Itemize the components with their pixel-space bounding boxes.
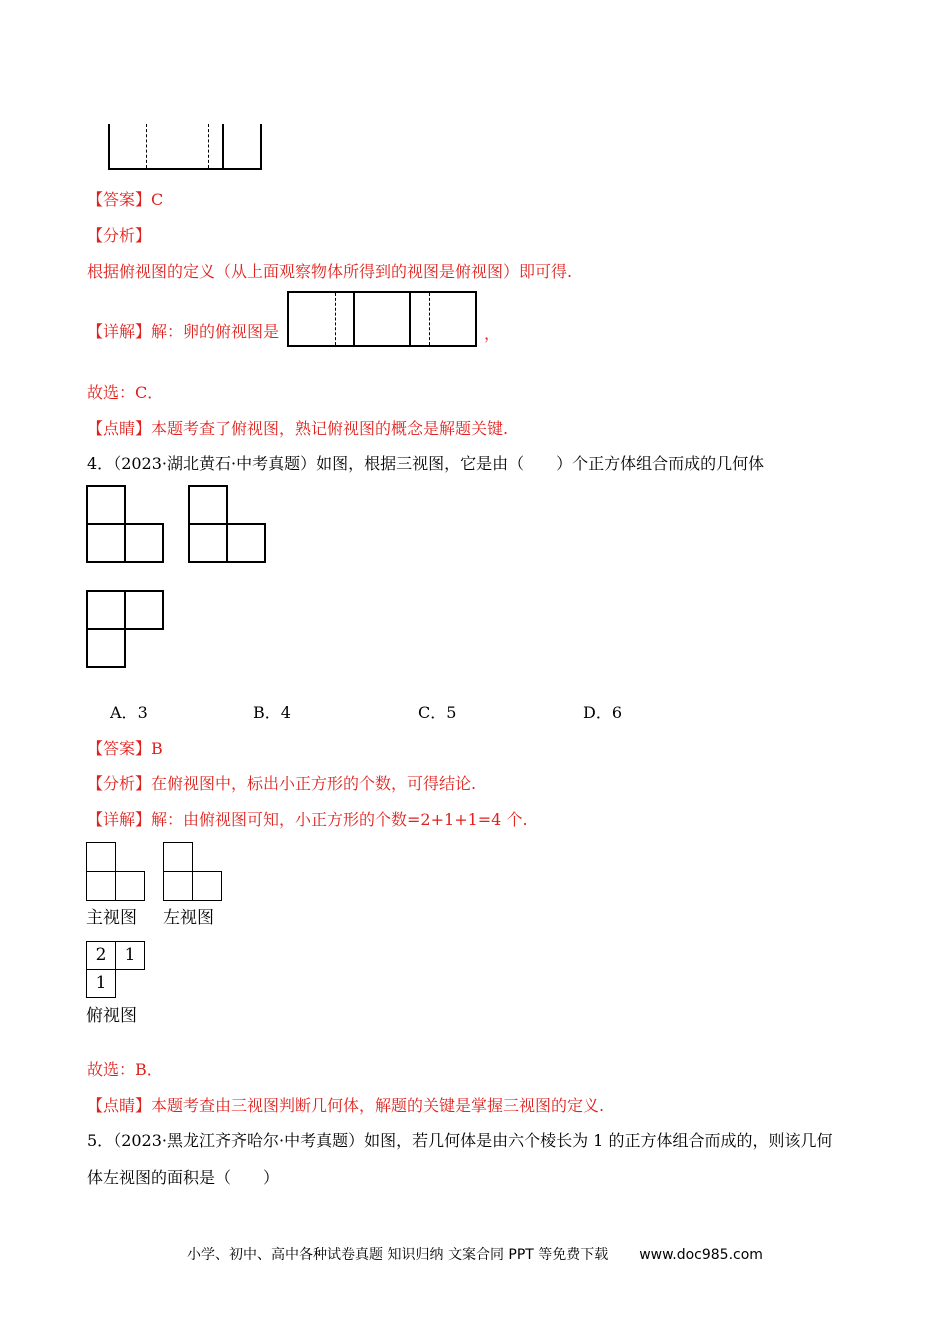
q3-answer: 【答案】C: [87, 190, 164, 209]
count-1a: 1: [124, 945, 136, 965]
q4-answer: 【答案】B: [87, 739, 163, 758]
page-footer: [0, 1245, 950, 1265]
q4-left-view: [188, 485, 268, 565]
q3-detail-after: ，: [484, 324, 501, 343]
q4-label-front: 主视图: [86, 908, 137, 928]
count-1b: 1: [95, 973, 107, 993]
q3-choose: 故选：C．: [87, 383, 164, 402]
q4-label-left: 左视图: [163, 908, 214, 928]
q3-comment: 【点睛】本题考查了俯视图，熟记俯视图的概念是解题关键.: [87, 419, 509, 438]
footer-text: 小学、初中、高中各种试卷真题 知识归纳 文案合同 PPT 等免费下载: [187, 1247, 609, 1263]
count-2: 2: [95, 945, 107, 965]
q4-detail: 【详解】解：由俯视图可知，小正方形的个数=2+1+1=4 个.: [87, 810, 528, 829]
q4-comment: 【点睛】本题考查由三视图判断几何体，解题的关键是掌握三视图的定义.: [87, 1096, 605, 1115]
q5-stem-line2: 体左视图的面积是（ ）: [87, 1168, 280, 1187]
q4-option-d[interactable]: D．6: [583, 703, 623, 722]
q4-analysis: 【分析】在俯视图中，标出小正方形的个数，可得结论.: [87, 774, 477, 793]
q5-stem-line1: 5．（2023·黑龙江齐齐哈尔·中考真题）如图，若几何体是由六个棱长为 1 的正方体组合而成的，则该几何: [87, 1131, 833, 1150]
q4-solution-top-view: [86, 941, 146, 999]
q3-analysis-text: 根据俯视图的定义（从上面观察物体所得到的视图是俯视图）即可得.: [87, 262, 573, 281]
q4-top-view: [86, 590, 166, 670]
q3-detail: 【详解】解：卵的俯视图是: [87, 322, 280, 341]
footer-site-link[interactable]: www.doc985.com: [639, 1247, 763, 1263]
q4-option-a[interactable]: A．3: [110, 703, 148, 722]
q4-stem: 4．（2023·湖北黄石·中考真题）如图，根据三视图，它是由（ ）个正方体组合而成的几何体: [87, 454, 765, 473]
q4-front-view: [86, 485, 166, 565]
q4-option-c[interactable]: C．5: [418, 703, 457, 722]
q4-solution-front-view: [86, 842, 146, 902]
q3-analysis-tag: 【分析】: [87, 226, 152, 245]
q4-choose: 故选：B．: [87, 1060, 163, 1079]
q3-option-figure: [108, 124, 262, 170]
q4-label-top: 俯视图: [86, 1006, 137, 1026]
q3-egg-top-view: [287, 291, 477, 347]
q4-option-b[interactable]: B．4: [253, 703, 291, 722]
q4-solution-left-view: [163, 842, 223, 902]
